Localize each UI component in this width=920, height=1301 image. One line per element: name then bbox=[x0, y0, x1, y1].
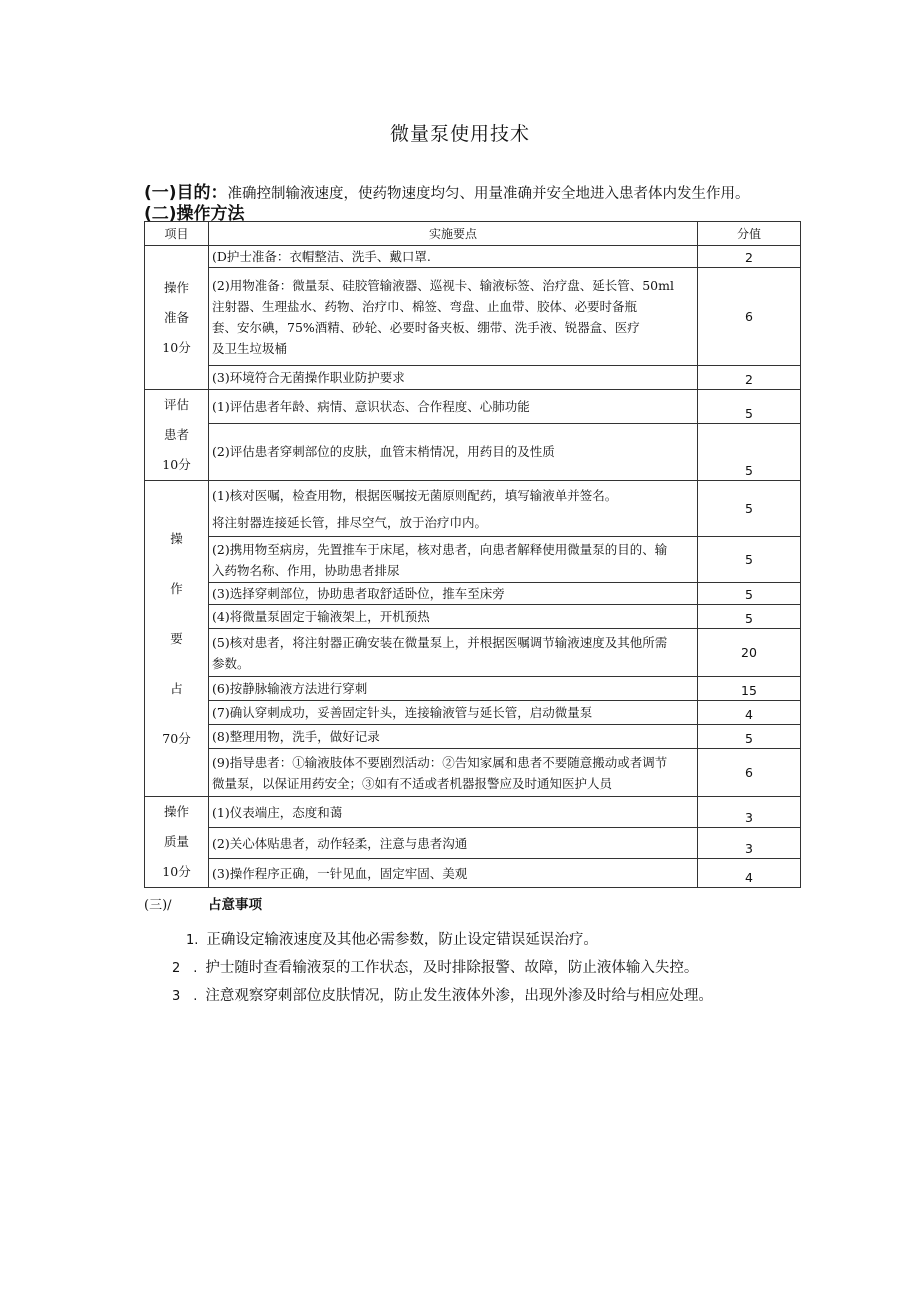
points-line: (2)携用物至病房，先置推车于床尾，核对患者，向患者解释使用微量泵的目的、输 bbox=[212, 541, 668, 557]
note-text: 正确设定输液速度及其他必需参数，防止设定错误延误治疗。 bbox=[206, 932, 598, 948]
note-number: 2 . bbox=[172, 961, 198, 976]
score-cell: 2 bbox=[698, 246, 801, 268]
score-cell: 5 bbox=[698, 605, 801, 629]
points-line: 微量泵，以保证用药安全；③如有不适或者机器报警应及时通知医护人员 bbox=[212, 775, 613, 791]
table-row bbox=[145, 268, 801, 366]
category-cell: 操作 准备 10分 bbox=[145, 246, 209, 390]
points-line: (5)核对患者，将注射器正确安装在微量泵上，并根据医嘱调节输液速度及其他所需 bbox=[212, 634, 668, 650]
points-cell bbox=[209, 583, 698, 605]
note-number: 3 . bbox=[172, 989, 198, 1004]
score-cell: 3 bbox=[698, 797, 801, 828]
table-row bbox=[145, 725, 801, 749]
points-line: (4)将微量泵固定于输液架上，开机预热 bbox=[212, 609, 430, 624]
score-table bbox=[144, 221, 801, 888]
points-line: (1)仪表端庄，态度和蔼 bbox=[212, 804, 343, 820]
table-row bbox=[145, 859, 801, 888]
notes-mark: (三)/ bbox=[144, 898, 172, 913]
table-header-row bbox=[145, 222, 801, 246]
points-cell bbox=[209, 797, 698, 828]
table-row bbox=[145, 366, 801, 390]
score-cell: 6 bbox=[698, 749, 801, 797]
notes-header bbox=[144, 893, 262, 913]
table-row bbox=[145, 749, 801, 797]
score-cell: 5 bbox=[698, 481, 801, 537]
table-row bbox=[145, 481, 801, 537]
table-row bbox=[145, 701, 801, 725]
category-cell: 操作 质量 10分 bbox=[145, 797, 209, 888]
points-cell bbox=[209, 246, 698, 268]
table-row bbox=[145, 677, 801, 701]
points-cell bbox=[209, 828, 698, 859]
table-row bbox=[145, 583, 801, 605]
points-cell bbox=[209, 366, 698, 390]
points-line: 参数。 bbox=[212, 655, 250, 671]
score-cell: 5 bbox=[698, 537, 801, 583]
score-cell: 4 bbox=[698, 701, 801, 725]
table-row bbox=[145, 246, 801, 268]
points-line: (8)整理用物，洗手，做好记录 bbox=[212, 729, 380, 744]
page-title: 微量泵使用技术 bbox=[389, 123, 530, 145]
table-row bbox=[145, 537, 801, 583]
points-line: (3)操作程序正确，一针见血，固定牢固、美观 bbox=[212, 865, 468, 881]
points-line: (2)评估患者穿刺部位的皮肤，血管末梢情况，用药目的及性质 bbox=[212, 444, 555, 460]
points-cell bbox=[209, 423, 698, 480]
points-line: (6)按静脉输液方法进行穿刺 bbox=[212, 681, 368, 696]
purpose-text: 准确控制输液速度，使药物速度均匀、用量准确并安全地进入患者体内发生作用。 bbox=[227, 186, 750, 202]
points-cell bbox=[209, 537, 698, 583]
table-row bbox=[145, 390, 801, 424]
header-score: 分值 bbox=[698, 222, 801, 246]
note-text: 注意观察穿刺部位皮肤情况，防止发生液体外渗，出现外渗及时给与相应处理。 bbox=[205, 988, 713, 1004]
points-cell bbox=[209, 390, 698, 424]
points-line: (9)指导患者：①输液肢体不要剧烈活动：②告知家属和患者不要随意搬动或者调节 bbox=[212, 754, 668, 770]
score-cell: 6 bbox=[698, 268, 801, 366]
points-line: 将注射器连接延长管，排尽空气，放于治疗巾内。 bbox=[212, 514, 488, 530]
header-item: 项目 bbox=[145, 222, 209, 246]
header-points: 实施要点 bbox=[209, 222, 698, 246]
score-cell: 5 bbox=[698, 390, 801, 424]
points-cell bbox=[209, 268, 698, 366]
note-number: 1. bbox=[186, 933, 199, 948]
points-cell bbox=[209, 677, 698, 701]
score-cell: 15 bbox=[698, 677, 801, 701]
note-text: 护士随时查看输液泵的工作状态，及时排除报警、故障，防止液体输入失控。 bbox=[205, 960, 699, 976]
notes-heading: 占意事项 bbox=[208, 897, 262, 913]
category-cell: 评估 患者 10分 bbox=[145, 390, 209, 481]
points-cell bbox=[209, 701, 698, 725]
table-row bbox=[145, 828, 801, 859]
points-cell bbox=[209, 481, 698, 537]
score-cell: 20 bbox=[698, 629, 801, 677]
score-cell: 5 bbox=[698, 423, 801, 480]
points-cell bbox=[209, 605, 698, 629]
table-row bbox=[145, 797, 801, 828]
table-body bbox=[145, 246, 801, 888]
points-line: 及卫生垃圾桶 bbox=[212, 340, 288, 356]
points-cell bbox=[209, 749, 698, 797]
points-line: (3)环境符合无菌操作职业防护要求 bbox=[212, 370, 405, 385]
category-cell: 操 作 要 占 70分 bbox=[145, 481, 209, 797]
score-cell: 3 bbox=[698, 828, 801, 859]
points-line: (1)核对医嘱，检查用物，根据医嘱按无菌原则配药，填写输液单并签名。 bbox=[212, 487, 618, 503]
points-line: 套、安尔碘，75%酒精、砂轮、必要时备夹板、绷带、洗手液、锐器盒、医疗 bbox=[212, 319, 640, 335]
table-row bbox=[145, 605, 801, 629]
score-cell: 4 bbox=[698, 859, 801, 888]
points-line: (D护士准备：衣帽整洁、洗手、戴口罩. bbox=[212, 249, 431, 264]
score-cell: 2 bbox=[698, 366, 801, 390]
purpose-heading: (一)目的： bbox=[144, 183, 228, 203]
points-cell bbox=[209, 629, 698, 677]
points-line: 注射器、生理盐水、药物、治疗巾、棉签、弯盘、止血带、胶体、必要时备瓶 bbox=[212, 298, 638, 314]
points-cell bbox=[209, 859, 698, 888]
points-line: (1)评估患者年龄、病情、意识状态、合作程度、心肺功能 bbox=[212, 398, 530, 414]
table-row bbox=[145, 423, 801, 480]
points-line: (2)关心体贴患者，动作轻柔，注意与患者沟通 bbox=[212, 835, 468, 851]
points-cell bbox=[209, 725, 698, 749]
table-row bbox=[145, 629, 801, 677]
method-heading: (二)操作方法 bbox=[144, 204, 245, 224]
points-line: 入药物名称、作用，协助患者排尿 bbox=[212, 562, 400, 578]
score-cell: 5 bbox=[698, 725, 801, 749]
points-line: (3)选择穿刺部位，协助患者取舒适卧位，推车至床旁 bbox=[212, 586, 505, 601]
points-line: (7)确认穿刺成功，妥善固定针头，连接输液管与延长管，启动微量泵 bbox=[212, 705, 593, 720]
note-item bbox=[172, 984, 713, 1005]
note-item bbox=[186, 928, 598, 949]
score-cell: 5 bbox=[698, 583, 801, 605]
points-line: (2)用物准备：微量泵、硅胶管输液器、巡视卡、输液标签、治疗盘、延长管、50ml bbox=[212, 277, 674, 293]
note-item bbox=[172, 956, 698, 977]
